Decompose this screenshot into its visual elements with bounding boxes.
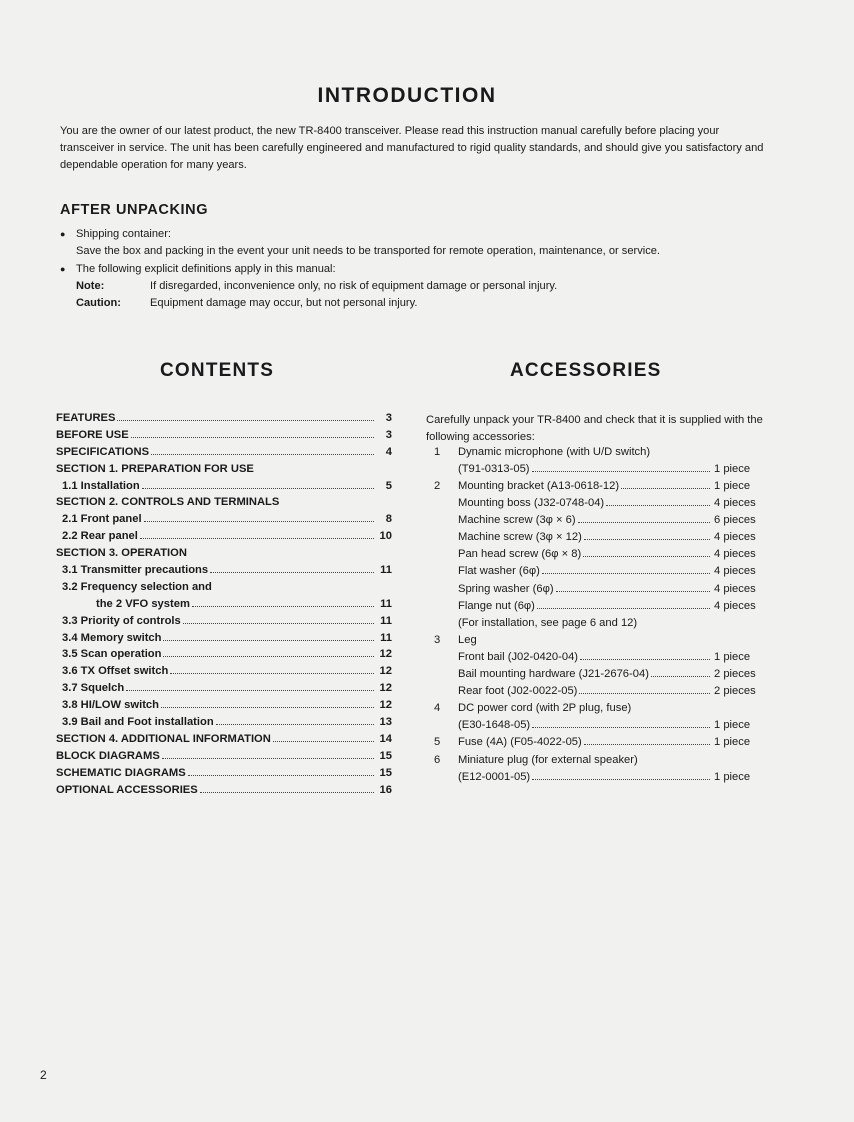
list-item: Machine screw (3φ × 6) 6 pieces xyxy=(458,514,756,527)
toc-row: 3.6 TX Offset switch 12 xyxy=(62,665,392,678)
page-number: 2 xyxy=(40,1068,47,1082)
intro-paragraph: You are the owner of our latest product, the new TR-8400 transceiver. Please read this instruction manual carefully before placing your transceiver in service. The unit has been carefully engineered and manufactured to rigid quality standards, and should give you satisfactory and dependable operation for many years. xyxy=(60,125,764,171)
note-term: Note: xyxy=(76,279,105,292)
toc-row: the 2 VFO system 11 xyxy=(96,597,392,610)
toc-row: 3.5 Scan operation 12 xyxy=(62,648,392,661)
list-item: (T91-0313-05) 1 piece xyxy=(458,462,751,475)
toc-row: SCHEMATIC DIAGRAMS 15 xyxy=(56,766,392,779)
contents-heading: CONTENTS xyxy=(160,360,275,381)
accessories-heading: ACCESSORIES xyxy=(510,360,662,381)
list-item: Mounting boss (J32-0748-04) 4 pieces xyxy=(458,497,756,510)
toc-row: 3.3 Priority of controls 11 xyxy=(62,614,392,627)
list-item: 1 Dynamic microphone (with U/D switch) xyxy=(434,445,651,458)
toc-row: BEFORE USE 3 xyxy=(56,428,392,441)
toc-row: 3.4 Memory switch 11 xyxy=(62,631,392,644)
list-item: 4 DC power cord (with 2P plug, fuse) xyxy=(434,702,632,715)
toc-row: 3.2 Frequency selection and xyxy=(62,580,212,593)
toc-row: 3.9 Bail and Foot installation 13 xyxy=(62,716,392,729)
list-item: Rear foot (J02-0022-05) 2 pieces xyxy=(458,685,756,698)
list-item: 5 Fuse (4A) (F05-4022-05) 1 piece xyxy=(434,736,751,749)
bullet-definitions-title: ● The following explicit definitions apply in this manual: xyxy=(60,261,800,278)
accessories-intro: Carefully unpack your TR-8400 and check that it is supplied with the following accessories: xyxy=(426,414,763,443)
toc-row: 3.1 Transmitter precautions 11 xyxy=(62,564,392,577)
list-item: Flat washer (6φ) 4 pieces xyxy=(458,565,756,578)
after-unpacking-section xyxy=(60,226,800,312)
list-item: (E30-1648-05) 1 piece xyxy=(458,719,751,732)
list-item: Flange nut (6φ) 4 pieces xyxy=(458,599,756,612)
toc-row: 3.8 HI/LOW switch 12 xyxy=(62,699,392,712)
list-item: Front bail (J02-0420-04) 1 piece xyxy=(458,650,751,663)
toc-row: OPTIONAL ACCESSORIES 16 xyxy=(56,783,392,796)
list-item: Spring washer (6φ) 4 pieces xyxy=(458,582,756,595)
list-item: Machine screw (3φ × 12) 4 pieces xyxy=(458,531,756,544)
toc-section-row: SECTION 2. CONTROLS AND TERMINALS xyxy=(56,496,280,509)
toc-row: 1.1 Installation 5 xyxy=(62,479,392,492)
caution-definition xyxy=(60,295,800,312)
bullet-shipping-title: ● Shipping container: xyxy=(60,226,800,243)
toc-row: 2.2 Rear panel 10 xyxy=(62,530,392,543)
toc-section-row: SECTION 3. OPERATION xyxy=(56,547,187,560)
list-item: 2 Mounting bracket (A13-0618-12) 1 piece xyxy=(434,480,751,492)
list-item: Bail mounting hardware (J21-2676-04) 2 pieces xyxy=(458,668,756,681)
bullet-shipping-text: Save the box and packing in the event your unit needs to be transported for remote operation, maintenance, or service. xyxy=(76,245,661,258)
caution-text: Equipment damage may occur, but not personal injury. xyxy=(150,297,418,310)
note-definition xyxy=(60,278,800,295)
toc-row: 2.1 Front panel 8 xyxy=(62,513,392,526)
note-text: If disregarded, inconvenience only, no risk of equipment damage or personal injury. xyxy=(150,279,558,292)
list-item: Pan head screw (6φ × 8) 4 pieces xyxy=(458,548,756,561)
toc-row: 3.7 Squelch 12 xyxy=(62,682,392,695)
caution-term: Caution: xyxy=(76,297,121,310)
list-item: 6 Miniature plug (for external speaker) xyxy=(434,753,638,766)
list-item: (E12-0001-05) 1 piece xyxy=(458,770,751,783)
list-item: 3 Leg xyxy=(434,633,477,646)
accessories-list xyxy=(426,412,764,788)
table-of-contents xyxy=(56,412,392,800)
list-item: (For installation, see page 6 and 12) xyxy=(458,616,638,629)
toc-row: BLOCK DIAGRAMS 15 xyxy=(56,749,392,762)
toc-row: SECTION 4. ADDITIONAL INFORMATION 14 xyxy=(56,732,392,745)
page-title: INTRODUCTION xyxy=(317,84,497,107)
toc-row: SPECIFICATIONS 4 xyxy=(56,445,392,458)
toc-section-row: SECTION 1. PREPARATION FOR USE xyxy=(56,462,254,475)
toc-row: FEATURES 3 xyxy=(56,412,392,424)
after-unpacking-heading: AFTER UNPACKING xyxy=(60,202,209,218)
